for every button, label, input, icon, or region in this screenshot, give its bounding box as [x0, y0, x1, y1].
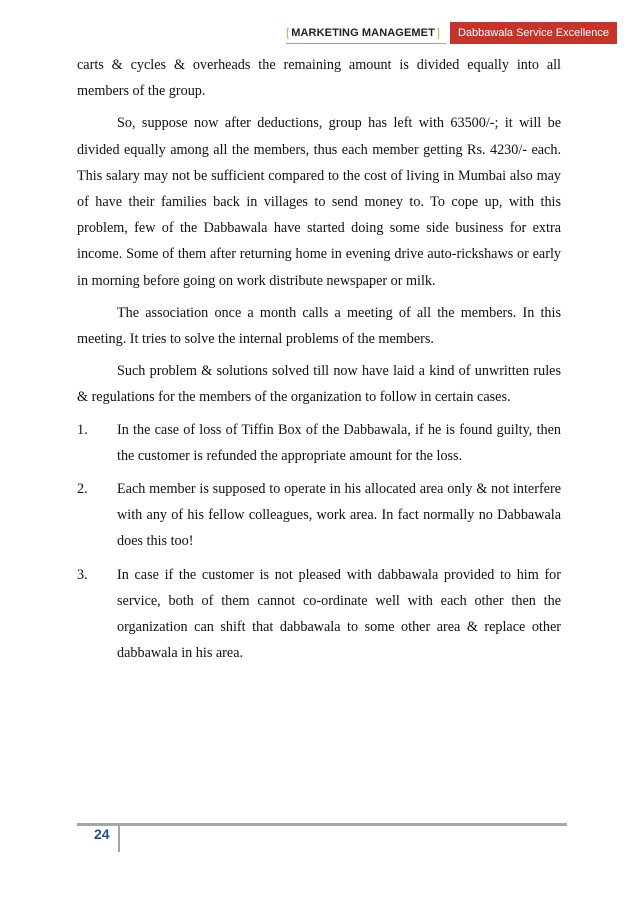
page-number: 24 [94, 826, 110, 842]
paragraph-rules-intro: Such problem & solutions solved till now have laid a kind of unwritten rules & regulations for the members of the organization to follow in certain cases. [77, 363, 561, 406]
list-item-number: 1. [77, 421, 88, 438]
paragraph-continuation: carts & cycles & overheads the remaining amount is divided equally into all members of the group. [77, 57, 561, 100]
footer-divider [118, 823, 120, 852]
list-item [77, 562, 561, 667]
header-bracket-close: ] [436, 26, 440, 39]
paragraph-salary: So, suppose now after deductions, group has left with 63500/-; it will be divided equally among all the members, thus each member getting Rs. 4230/- each. This salary may not be sufficient compared to the cost of living in Mumbai also may of have their families back in villages to send money to. To cope up, with this problem, few of the Dabbawala have started doing some side business for extra income. Some of them after returning home in evening drive auto-rickshaws or early in morning before going on work distribute newspaper or milk. [77, 115, 561, 289]
footer-rule [77, 823, 567, 826]
list-item-text: Each member is supposed to operate in his allocated area only & not interfere with any of his fellow colleagues, work area. In fact normally no Dabbawala does this too! [117, 481, 561, 550]
list-item [77, 476, 561, 555]
header-title: MARKETING MANAGEMET [291, 26, 435, 39]
list-item-number: 2. [77, 481, 88, 498]
page-header [286, 22, 617, 44]
list-item-text: In the case of loss of Tiffin Box of the Dabbawala, if he is found guilty, then the customer is refunded the appropriate amount for the loss. [117, 421, 561, 464]
list-item-text: In case if the customer is not pleased with dabbawala provided to him for service, both of them cannot co-ordinate well with each other then the organization can shift that dabbawala to some other area & replace other dabbawala in his area. [117, 566, 561, 662]
header-section-label: Dabbawala Service Excellence [450, 22, 617, 44]
header-title-block [286, 22, 446, 44]
list-item-number: 3. [77, 566, 88, 583]
header-bracket-open: [ [286, 26, 290, 39]
list-item [77, 417, 561, 469]
document-body [77, 52, 561, 673]
paragraph-meeting: The association once a month calls a meeting of all the members. In this meeting. It tries to solve the internal problems of the members. [77, 304, 561, 348]
